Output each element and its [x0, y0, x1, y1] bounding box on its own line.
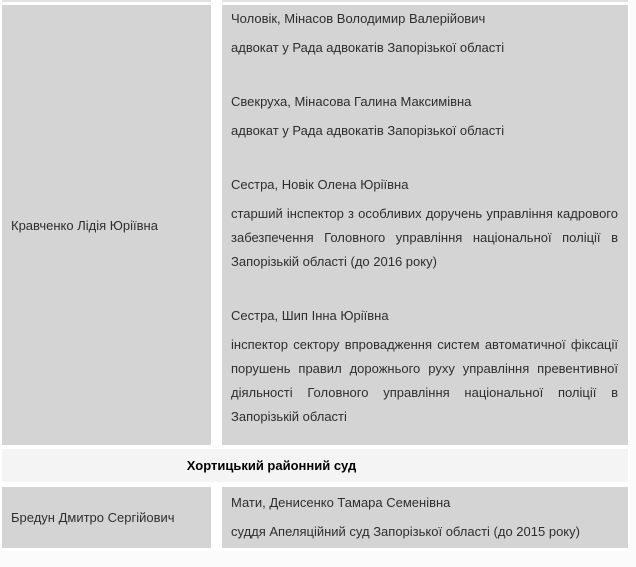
judge-relatives-cell [222, 487, 628, 548]
relative-position: суддя Апеляційний суд Запорізької області (до 2015 року) [231, 524, 580, 539]
judge-name-cell [2, 5, 211, 445]
relative-name: Сестра, Шип Інна Юріївна [231, 308, 389, 323]
relative-entry [231, 491, 618, 544]
relative-name: Чоловік, Мінасов Володимир Валерійович [231, 11, 486, 26]
previous-row-left-cell [2, 0, 211, 2]
table-row-judge-kravchenko [2, 5, 628, 445]
judge-relatives-cell [222, 5, 628, 445]
relative-position: старший інспектор з особливих доручень управління кадрового забезпечення Головного управління національної поліції в Запорізькій області (до 2016 року) [231, 206, 618, 269]
relative-position: адвокат у Рада адвокатів Запорізької області [231, 40, 505, 55]
relative-entry [231, 304, 618, 429]
relative-name: Мати, Денисенко Тамара Семенівна [231, 495, 451, 510]
relative-position: інспектор сектору впровадження систем автоматичної фіксації порушень правил дорожнього руху управління превентивної діяльності Головного управління національної поліції в Запорізькій області [231, 337, 618, 424]
relative-name: Сестра, Новік Олена Юріївна [231, 177, 409, 192]
relative-entry [231, 7, 618, 60]
relative-entry [231, 90, 618, 143]
judge-name: Бредун Дмитро Сергійович [11, 510, 175, 525]
court-section-header [2, 449, 628, 482]
judge-name: Кравченко Лідія Юріївна [11, 217, 158, 233]
previous-row-right-cell [222, 0, 628, 2]
table-row-judge-bredun [2, 487, 628, 548]
relative-position: адвокат у Рада адвокатів Запорізької області [231, 123, 505, 138]
court-name: Хортицький районний суд [186, 458, 357, 473]
previous-row-remnant [2, 0, 628, 2]
judge-name-cell [2, 487, 211, 548]
relative-entry [231, 173, 618, 274]
relative-name: Свекруха, Мінасова Галина Максимівна [231, 94, 472, 109]
